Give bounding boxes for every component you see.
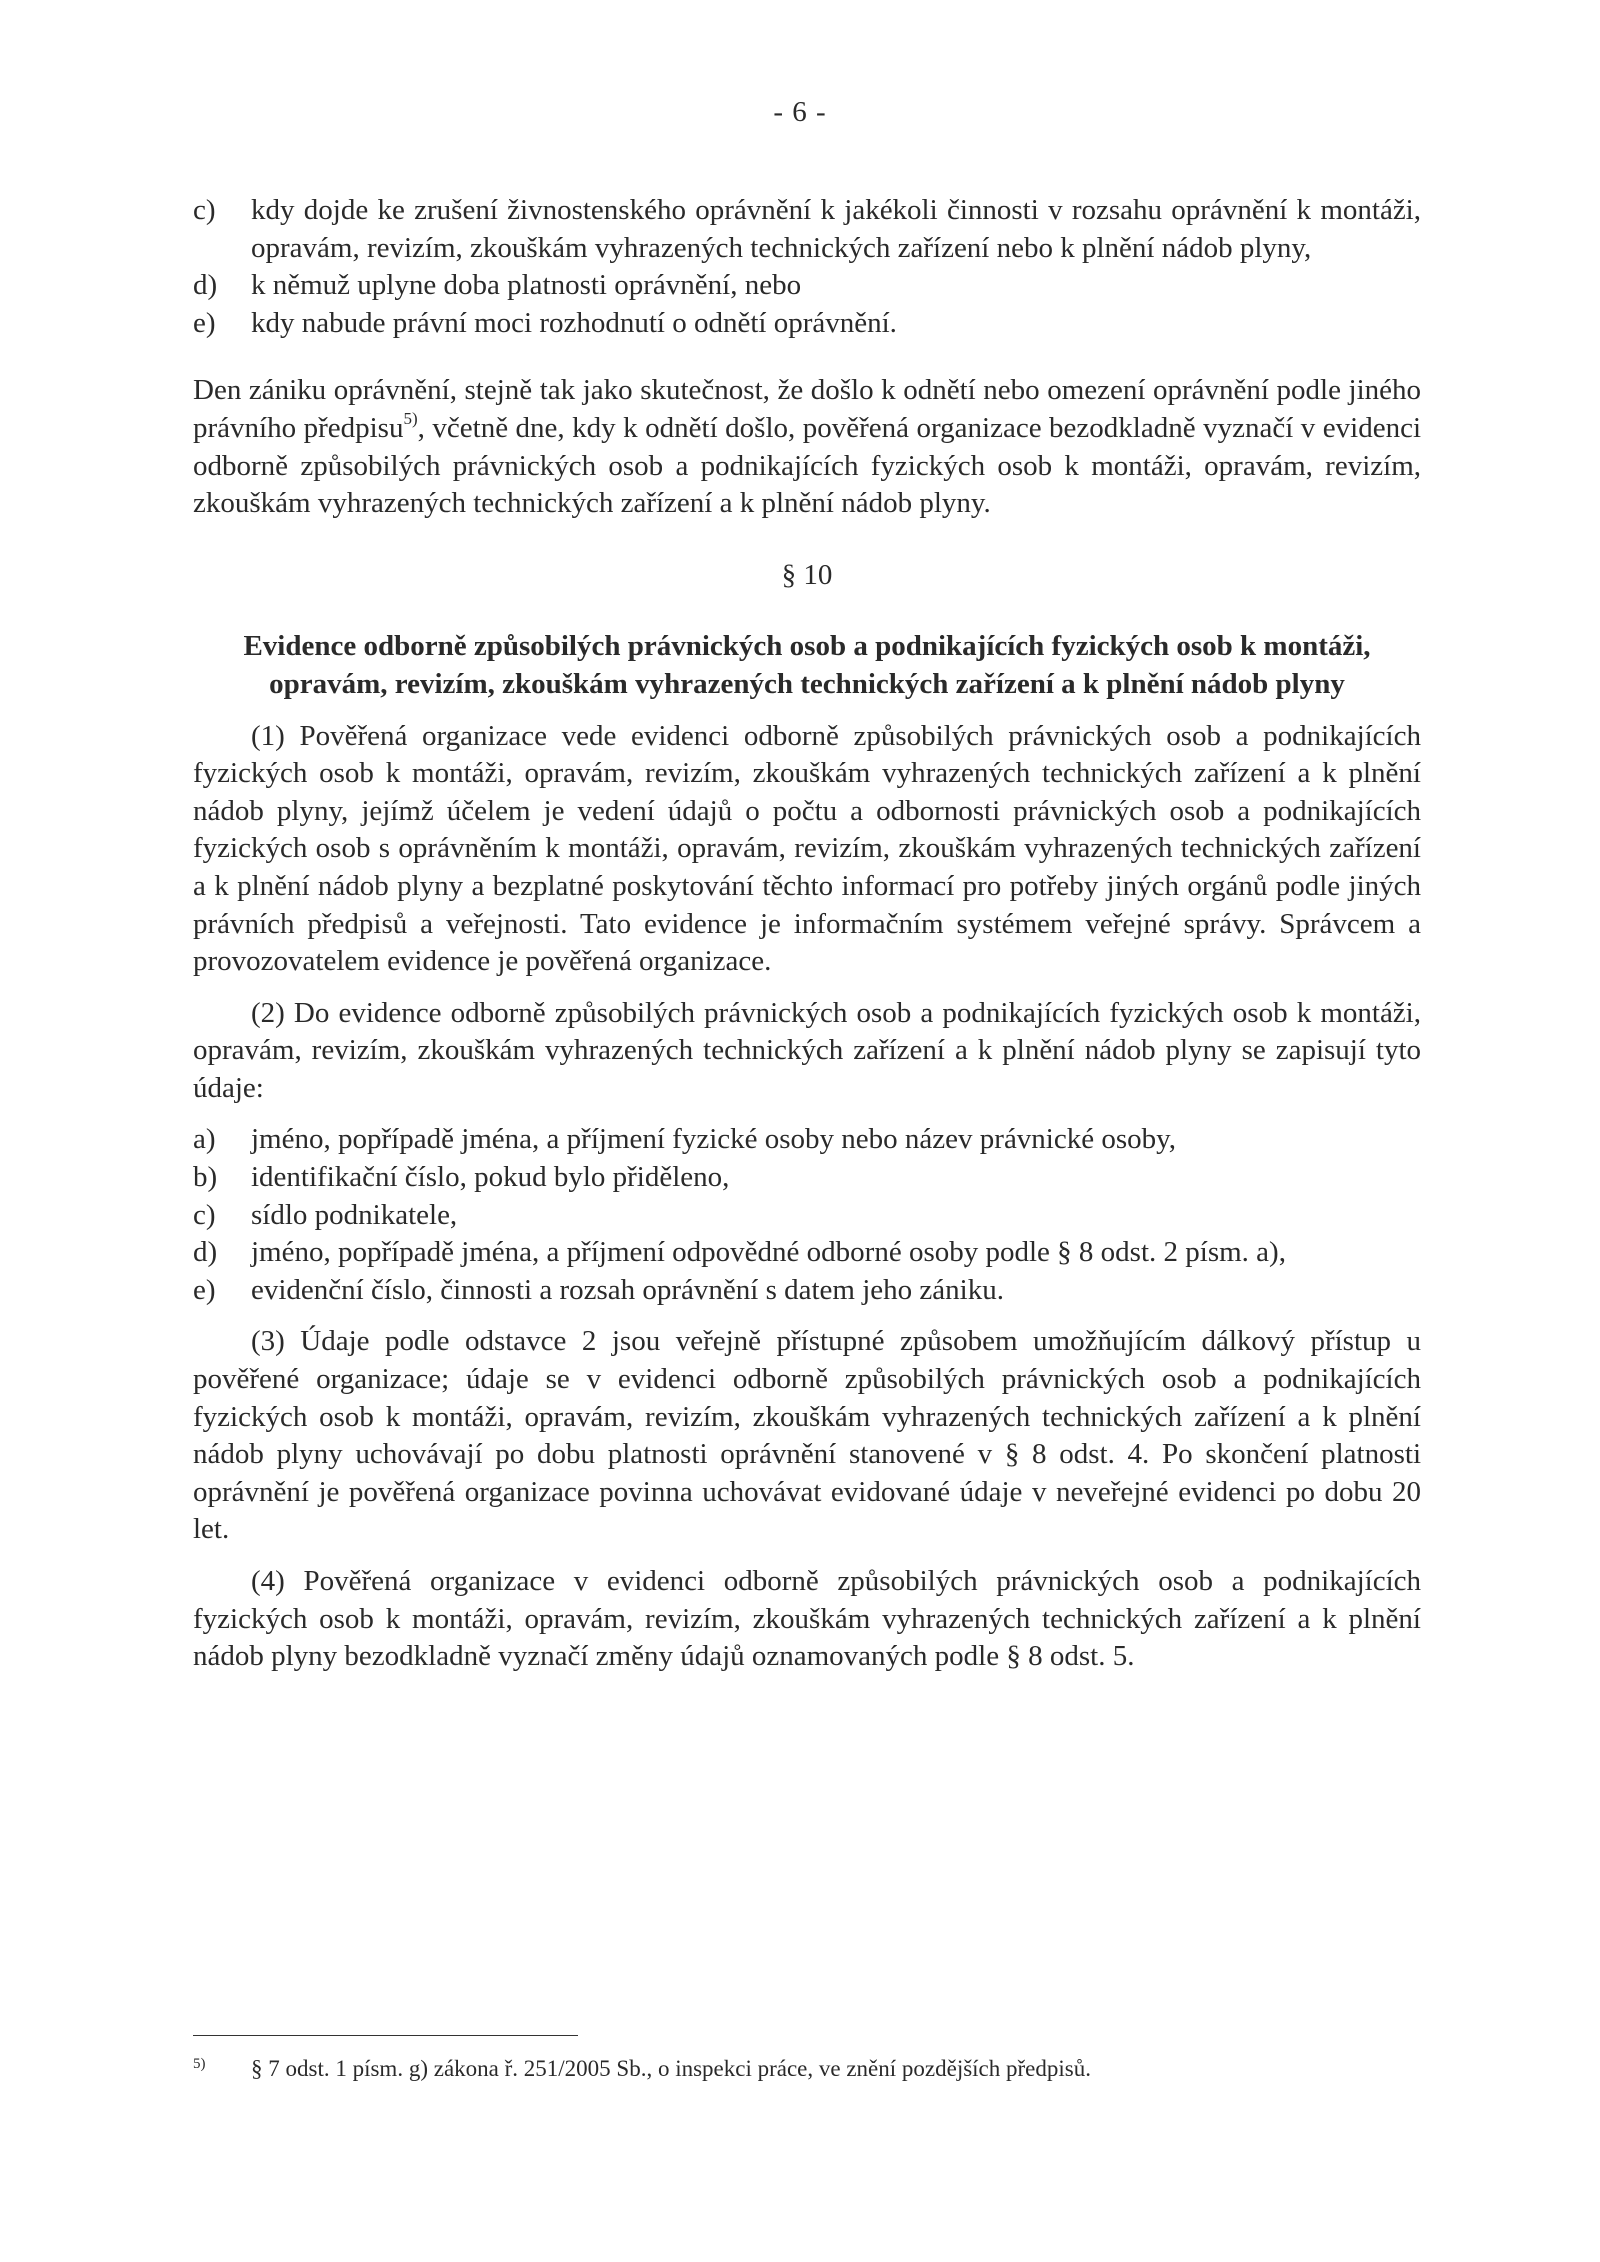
list-marker: d) bbox=[193, 1236, 218, 1269]
list-marker: e) bbox=[193, 1273, 216, 1306]
list-registered-data bbox=[193, 1121, 1421, 1309]
footnote-mark: 5) bbox=[193, 2056, 206, 2072]
list-item bbox=[193, 192, 1421, 267]
list-text: kdy dojde ke zrušení živnostenského oprávnění k jakékoli činnosti v rozsahu oprávnění k montáži, opravám, revizím, zkouškám vyhrazených technických zařízení nebo k plnění nádob plyny, bbox=[251, 194, 1421, 264]
list-marker: c) bbox=[193, 194, 216, 226]
section-heading: Evidence odborně způsobilých právnických osob a podnikajících fyzických osob k montáži, opravám, revizím, zkouškám vyhrazených technických zařízení a k plnění nádob plyny bbox=[243, 630, 1371, 700]
paragraph-4: (4) Pověřená organizace v evidenci odborně způsobilých právnických osob a podnikajících fyzických osob k montáži, opravám, revizím, zkouškám vyhrazených technických zařízení a k plnění nádob plyny bezodkladně vyznačí změny údajů oznamovaných podle § 8 odst. 5. bbox=[193, 1565, 1421, 1673]
list-text: k němuž uplyne doba platnosti oprávnění, nebo bbox=[251, 269, 802, 302]
list-text: sídlo podnikatele, bbox=[251, 1198, 458, 1231]
list-item bbox=[193, 1197, 1421, 1235]
list-marker: e) bbox=[193, 306, 216, 339]
list-item bbox=[193, 267, 1421, 305]
list-item bbox=[193, 1121, 1421, 1159]
paragraph-text: , včetně dne, kdy k odnětí došlo, pověřená organizace bezodkladně vyznačí v evidenci odborně způsobilých právnických osob a podnikajících fyzických osob k montáži, opravám, revizím, zkouškám vyhrazených technických zařízení a k plnění nádob plyny. bbox=[193, 411, 1421, 520]
list-marker: c) bbox=[193, 1198, 216, 1231]
list-text: evidenční číslo, činnosti a rozsah oprávnění s datem jeho zániku. bbox=[251, 1273, 1004, 1306]
list-marker: a) bbox=[193, 1123, 216, 1156]
list-item bbox=[193, 1159, 1421, 1197]
paragraph-3: (3) Údaje podle odstavce 2 jsou veřejně přístupné způsobem umožňujícím dálkový přístup u pověřené organizace; údaje se v evidenci odborně způsobilých právnických osob a podnikajících fyzických osob k montáži, opravám, revizím, zkouškám vyhrazených technických zařízení a k plnění nádob plyny uchovávají po dobu platnosti oprávnění stanovené v § 8 odst. 4. Po skončení platnosti oprávnění je pověřená organizace povinna uchovávat evidované údaje v neveřejné evidenci po dobu 20 let. bbox=[193, 1325, 1421, 1546]
list-item bbox=[193, 305, 1421, 343]
list-text: identifikační číslo, pokud bylo přiděleno, bbox=[251, 1161, 730, 1194]
list-item bbox=[193, 1272, 1421, 1310]
paragraph-text: Den zániku oprávnění, stejně tak jako skutečnost, že došlo k odnětí nebo omezení oprávnění podle jiného právního předpisu bbox=[193, 374, 1421, 444]
footnote-divider bbox=[193, 2035, 578, 2036]
footnote-reference: 5) bbox=[403, 408, 418, 428]
section-number: § 10 bbox=[781, 558, 833, 591]
page-number: - 6 - bbox=[773, 96, 827, 128]
list-item bbox=[193, 1234, 1421, 1272]
paragraph-termination bbox=[193, 372, 1421, 522]
list-marker: d) bbox=[193, 269, 218, 302]
footnote bbox=[193, 2054, 1421, 2084]
list-marker: b) bbox=[193, 1161, 218, 1194]
paragraph-2: (2) Do evidence odborně způsobilých právnických osob a podnikajících fyzických osob k montáži, opravám, revizím, zkouškám vyhrazených technických zařízení a k plnění nádob plyny se zapisují tyto údaje: bbox=[193, 996, 1421, 1104]
list-text: kdy nabude právní moci rozhodnutí o odnětí oprávnění. bbox=[251, 306, 897, 339]
list-text: jméno, popřípadě jména, a příjmení fyzické osoby nebo název právnické osoby, bbox=[251, 1123, 1177, 1156]
paragraph-1: (1) Pověřená organizace vede evidenci odborně způsobilých právnických osob a podnikajících fyzických osob k montáži, opravám, revizím, zkouškám vyhrazených technických zařízení a k plnění nádob plyny, jejímž účelem je vedení údajů o počtu a odbornosti právnických osob a podnikajících fyzických osob s oprávněním k montáži, opravám, revizím, zkouškám vyhrazených technických zařízení a k plnění nádob plyny a bezplatné poskytování těchto informací pro potřeby jiných orgánů podle jiných právních předpisů a veřejnosti. Tato evidence je informačním systémem veřejné správy. Správcem a provozovatelem evidence je pověřená organizace. bbox=[193, 719, 1421, 978]
list-text: jméno, popřípadě jména, a příjmení odpovědné odborné osoby podle § 8 odst. 2 písm. a), bbox=[251, 1236, 1286, 1269]
page-content bbox=[193, 192, 1421, 1676]
list-continuation bbox=[193, 192, 1421, 342]
footnote-text: § 7 odst. 1 písm. g) zákona ř. 251/2005 Sb., o inspekci práce, ve znění pozdějších předpisů. bbox=[251, 2056, 1091, 2081]
